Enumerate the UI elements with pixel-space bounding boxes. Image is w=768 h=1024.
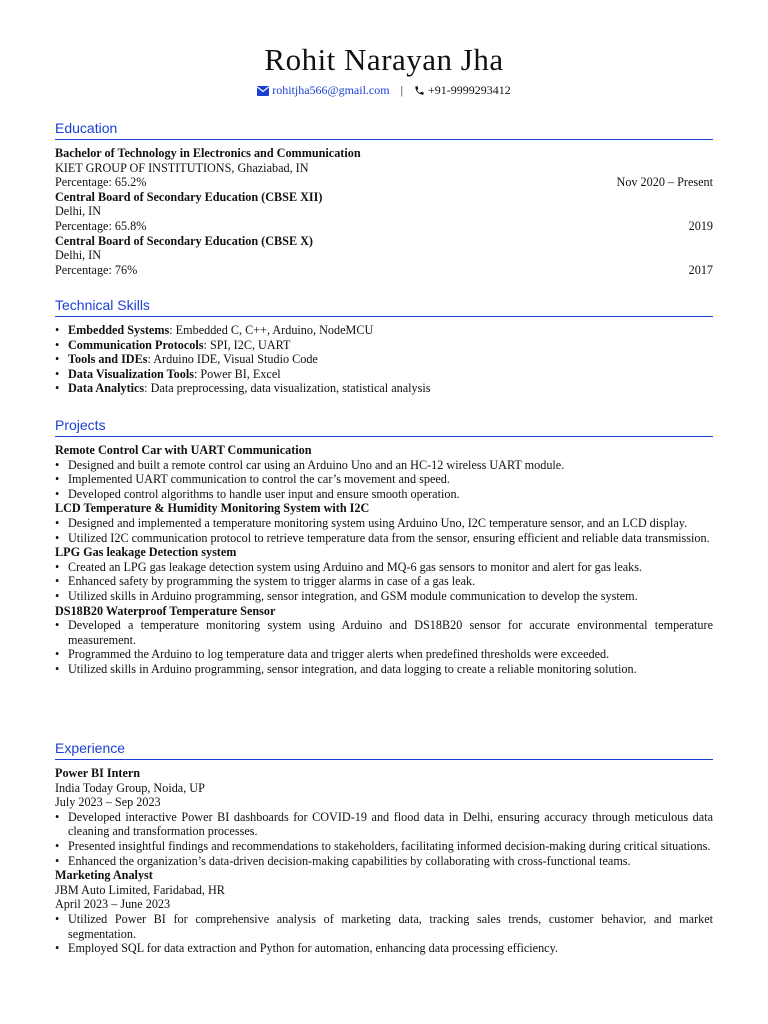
job-dates: July 2023 – Sep 2023 [55,795,161,810]
project-bullets [55,560,713,604]
job-role: Marketing Analyst [55,868,153,883]
project-bullet: • Implemented UART communication to control the car’s movement and speed. [55,472,713,487]
experience-section [55,739,713,956]
job-company: India Today Group, Noida, UP [55,780,205,795]
project-bullet: • Enhanced safety by programming the system to trigger alarms in case of a gas leak. [55,574,713,589]
project-bullets [55,516,713,545]
projects-section [55,416,713,677]
skill-item [55,381,713,396]
skill-value: : Embedded C, C++, Arduino, NodeMCU [169,323,374,337]
project-bullet: • Developed control algorithms to handle user input and ensure smooth operation. [55,487,713,502]
skill-label: Data Visualization Tools [68,366,194,381]
education-section [55,119,713,277]
project-bullet: • Created an LPG gas leakage detection system using Arduino and MQ-6 gas sensors to monitor and alert for gas leaks. [55,560,713,575]
project-bullet: • Designed and implemented a temperature monitoring system using Arduino Uno, I2C temperature sensor, and an LCD display. [55,516,713,531]
skill-item [55,367,713,382]
education-institution: KIET GROUP OF INSTITUTIONS, Ghaziabad, IN [55,160,309,175]
education-degree: Bachelor of Technology in Electronics and Communication [55,146,361,160]
skill-label: Embedded Systems [68,323,170,337]
candidate-name: Rohit Narayan Jha [264,42,504,77]
skills-list [55,323,713,396]
education-date: Nov 2020 – Present [616,175,713,190]
job-bullet: • Developed interactive Power BI dashboards for COVID-19 and flood data in Delhi, ensuring accuracy through meticulous data cleaning and transformation processes. [55,810,713,839]
phone-icon [414,83,428,97]
job-bullets [55,912,713,956]
skill-value: : Arduino IDE, Visual Studio Code [147,352,318,367]
skill-label: Data Analytics [68,381,145,396]
skills-heading: Technical Skills [55,296,713,317]
education-score-row [55,175,713,190]
education-score-row [55,219,713,234]
job-bullet: • Utilized Power BI for comprehensive analysis of marketing data, tracking sales trends, customer behavior, and market segmentation. [55,912,713,941]
phone-number: +91-9999293412 [428,83,511,97]
education-entry [55,146,713,190]
project-bullet: • Utilized skills in Arduino programming, sensor integration, and data logging to create a reliable monitoring solution. [55,662,713,677]
skill-item [55,352,713,367]
education-entry [55,190,713,234]
skill-label: Tools and IDEs [68,352,148,367]
project-title: Remote Control Car with UART Communication [55,443,312,457]
education-score: Percentage: 76% [55,262,138,277]
education-heading: Education [55,119,713,140]
education-entry [55,234,713,278]
education-degree: Central Board of Secondary Education (CBSE X) [55,233,313,248]
job-bullet: • Presented insightful findings and recommendations to stakeholders, facilitating informed decision-making during critical situations. [55,839,713,854]
project-title: DS18B20 Waterproof Temperature Sensor [55,603,276,618]
project-bullet: • Developed a temperature monitoring system using Arduino and DS18B20 sensor for accurate environmental temperature measurement. [55,618,713,647]
education-institution: Delhi, IN [55,204,102,219]
envelope-icon [257,83,272,97]
job-company: JBM Auto Limited, Faridabad, HR [55,882,225,897]
project-bullet: • Designed and built a remote control car using an Arduino Uno and an HC-12 wireless UART module. [55,458,713,473]
education-score: Percentage: 65.2% [55,175,147,190]
job-role: Power BI Intern [55,766,141,780]
education-score-row [55,263,713,278]
education-date: 2017 [688,262,713,277]
job-dates: April 2023 – June 2023 [55,897,171,912]
job-bullets [55,810,713,868]
skill-value: : SPI, I2C, UART [203,337,291,352]
experience-heading: Experience [55,739,713,760]
skill-value: : Power BI, Excel [193,366,281,381]
skills-section [55,296,713,396]
project-bullets [55,458,713,502]
education-date: 2019 [688,218,713,233]
email-link[interactable]: rohitjha566@gmail.com [272,83,390,97]
skill-value: : Data preprocessing, data visualization, statistical analysis [144,381,431,396]
project-bullets [55,618,713,676]
project-title: LCD Temperature & Humidity Monitoring System with I2C [55,501,370,516]
projects-heading: Projects [55,416,713,437]
education-score: Percentage: 65.8% [55,218,147,233]
skill-label: Communication Protocols [68,337,204,352]
project-bullet: • Programmed the Arduino to log temperature data and trigger alerts when predefined thresholds were exceeded. [55,647,713,662]
contact-line [0,83,768,98]
skill-item [55,323,713,338]
skill-item [55,338,713,353]
education-degree: Central Board of Secondary Education (CBSE XII) [55,189,323,204]
education-institution: Delhi, IN [55,248,102,263]
project-bullet: • Utilized skills in Arduino programming, sensor integration, and GSM module communication to develop the system. [55,589,713,604]
project-bullet: • Utilized I2C communication protocol to retrieve temperature data from the sensor, ensuring efficient and reliable data transmission. [55,531,713,546]
job-bullet: • Employed SQL for data extraction and Python for automation, enhancing data processing efficiency. [55,941,713,956]
job-bullet: • Enhanced the organization’s data-driven decision-making capabilities by collaborating with cross-functional teams. [55,854,713,869]
project-title: LPG Gas leakage Detection system [55,545,237,560]
contact-separator: | [400,83,403,97]
